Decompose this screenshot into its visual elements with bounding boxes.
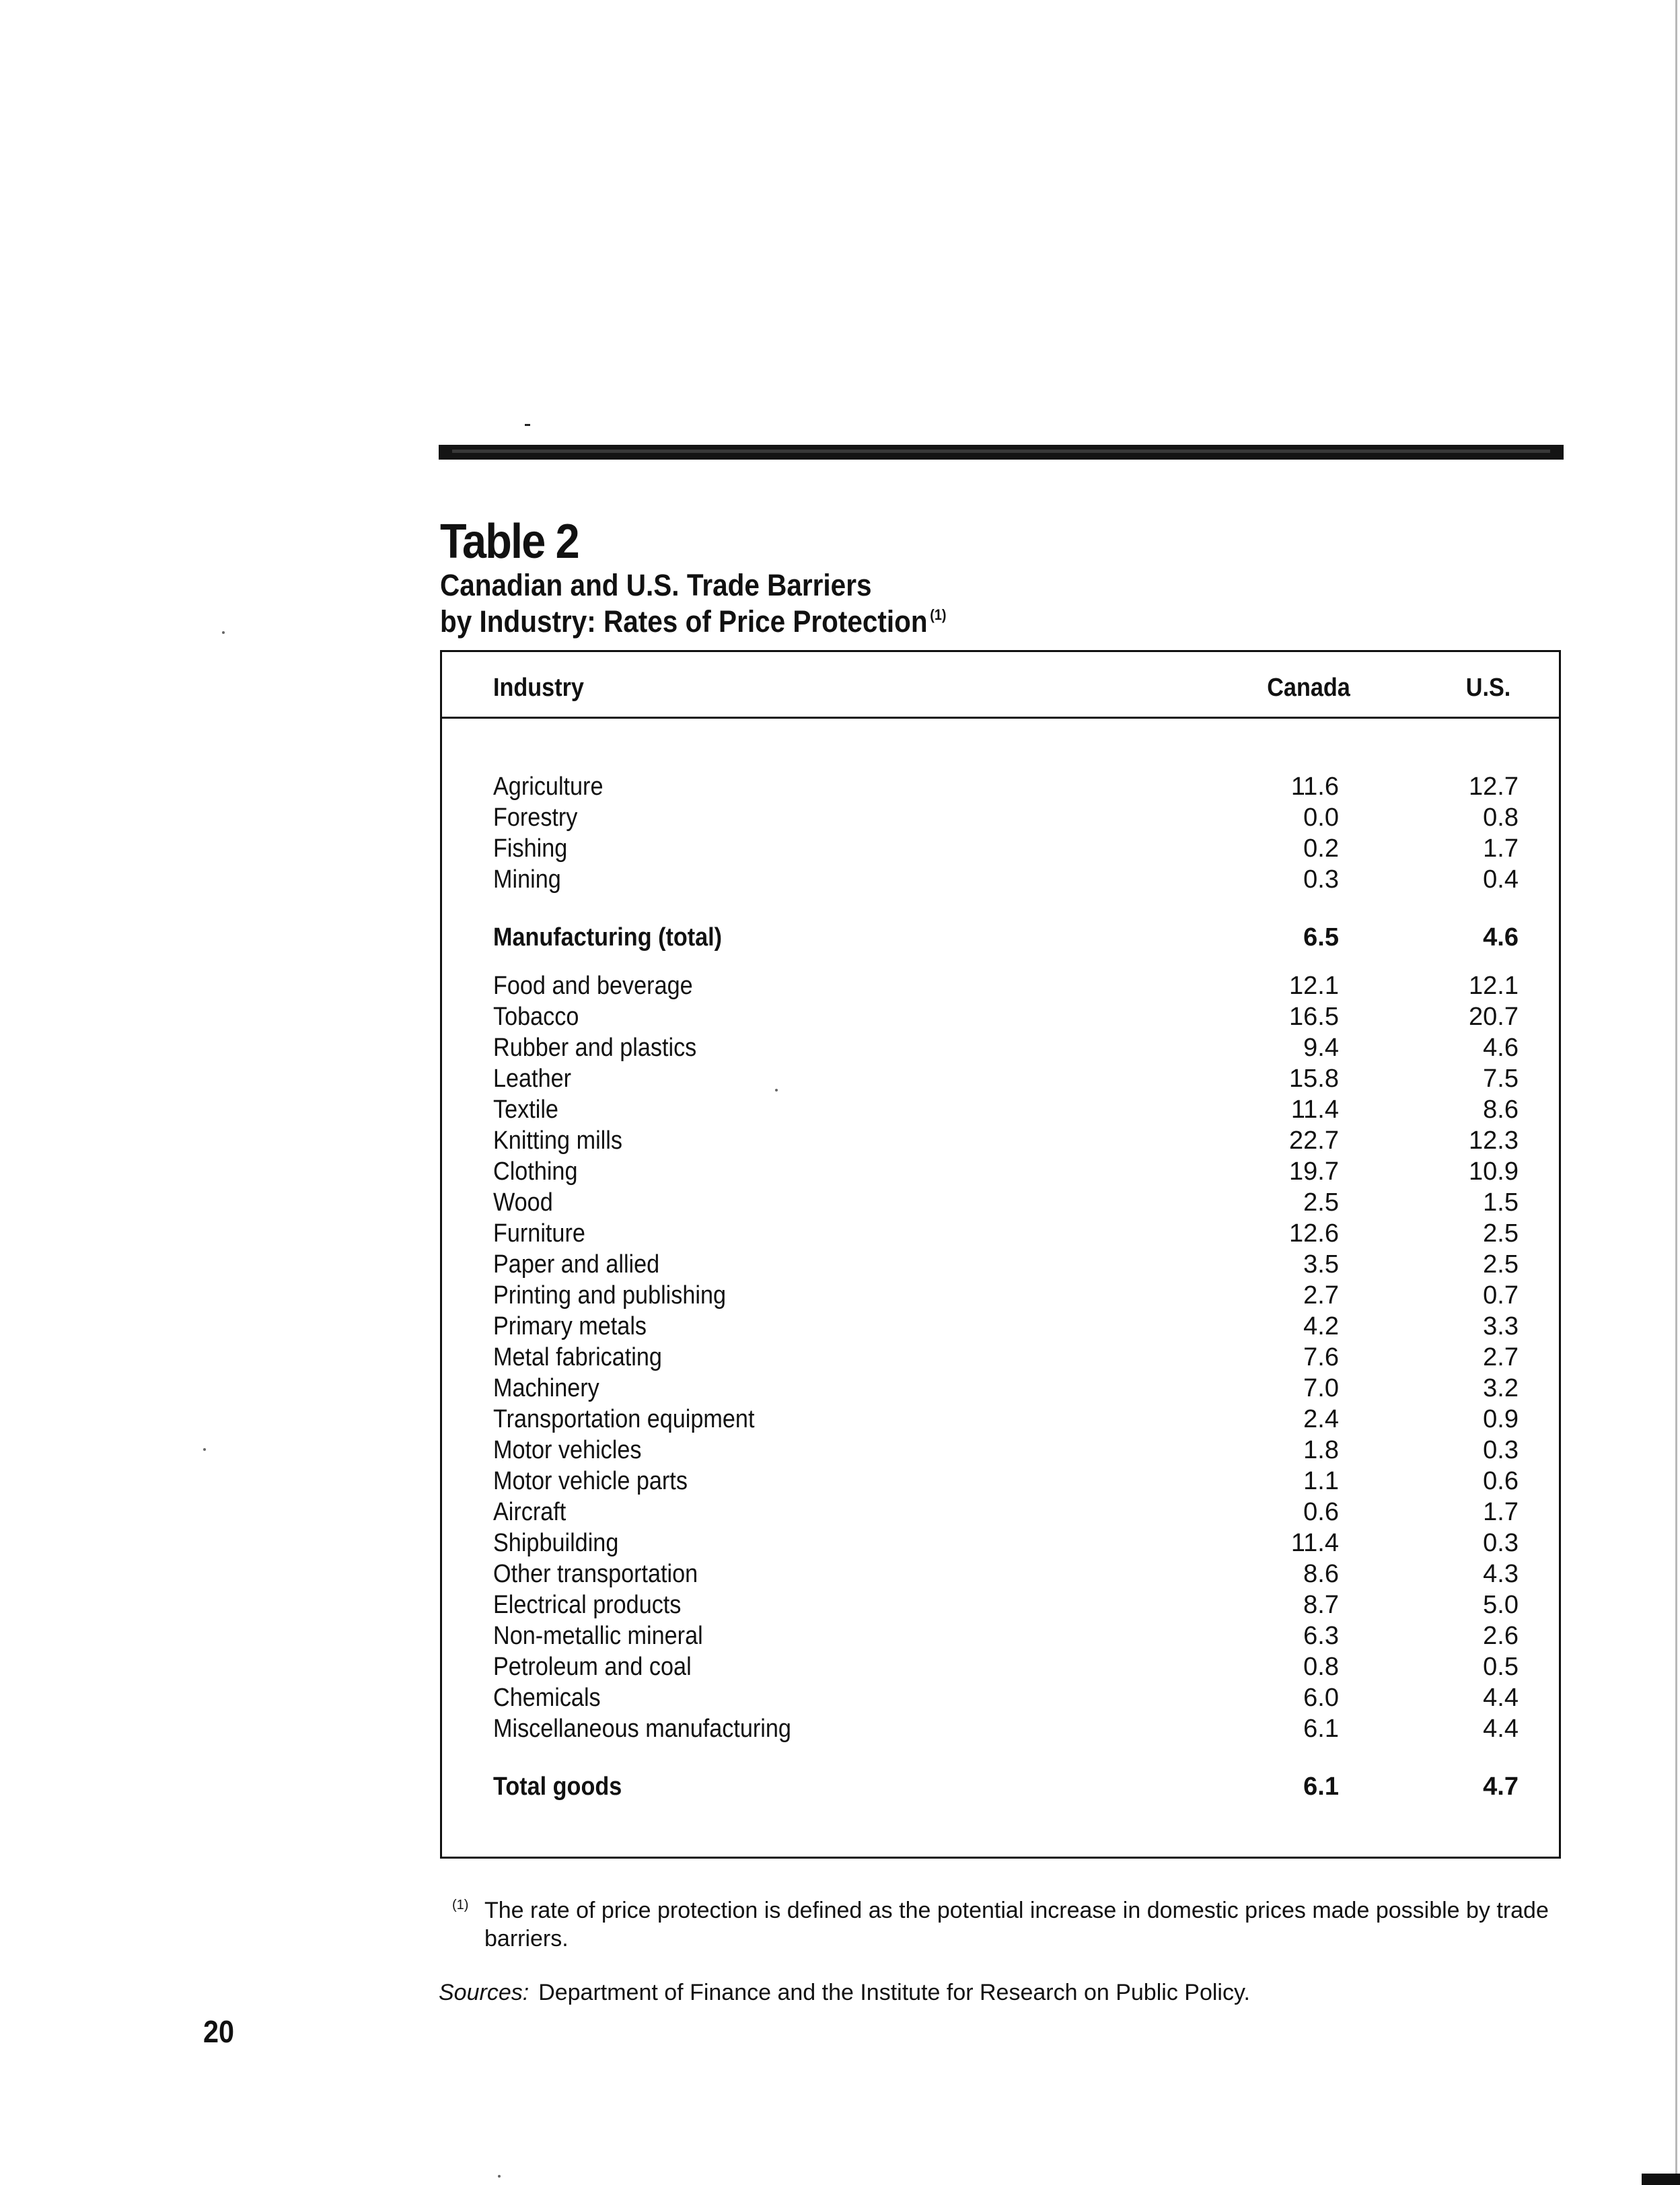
industry-cell: Textile	[493, 1096, 558, 1124]
table-row	[442, 1188, 1559, 1219]
canada-value-cell: 0.6	[1303, 1498, 1339, 1526]
us-value-cell: 4.4	[1483, 1715, 1519, 1743]
us-value-cell: 0.8	[1483, 803, 1519, 832]
us-value-cell: 2.5	[1483, 1250, 1519, 1279]
sources-label: Sources:	[439, 1980, 529, 2005]
industry-cell: Mining	[493, 865, 561, 894]
industry-cell: Aircraft	[493, 1498, 567, 1526]
table-row	[442, 1219, 1559, 1250]
table-header-row	[442, 652, 1559, 719]
table-row	[442, 1591, 1559, 1622]
us-value-cell: 7.5	[1483, 1065, 1519, 1093]
industry-cell: Miscellaneous manufacturing	[493, 1715, 791, 1743]
industry-cell: Rubber and plastics	[493, 1034, 697, 1062]
table-row	[442, 773, 1559, 803]
canada-value-cell: 7.0	[1303, 1374, 1339, 1402]
industry-cell: Machinery	[493, 1374, 599, 1402]
canada-value-cell: 4.2	[1303, 1312, 1339, 1340]
scan-speck	[203, 1448, 206, 1451]
us-value-cell: 5.0	[1483, 1591, 1519, 1619]
industry-cell: Furniture	[493, 1219, 585, 1248]
table-title-line-2-text: by Industry: Rates of Price Protection	[440, 604, 928, 639]
us-value-cell: 4.7	[1483, 1772, 1519, 1801]
canada-value-cell: 19.7	[1289, 1157, 1339, 1186]
industry-cell: Clothing	[493, 1157, 578, 1186]
canada-value-cell: 22.7	[1289, 1126, 1339, 1155]
canada-value-cell: 6.1	[1303, 1772, 1339, 1801]
us-value-cell: 20.7	[1469, 1003, 1519, 1031]
industry-cell: Manufacturing (total)	[493, 923, 723, 952]
canada-value-cell: 7.6	[1303, 1343, 1339, 1371]
us-value-cell: 4.6	[1483, 1034, 1519, 1062]
industry-cell: Leather	[493, 1065, 572, 1093]
us-value-cell: 10.9	[1469, 1157, 1519, 1186]
industry-cell: Total goods	[493, 1772, 622, 1801]
canada-value-cell: 8.7	[1303, 1591, 1339, 1619]
us-value-cell: 2.6	[1483, 1622, 1519, 1650]
canada-value-cell: 9.4	[1303, 1034, 1339, 1062]
industry-cell: Food and beverage	[493, 972, 693, 1000]
us-value-cell: 0.4	[1483, 865, 1519, 894]
table-row-total	[442, 923, 1559, 954]
table-row	[442, 972, 1559, 1003]
industry-cell: Chemicals	[493, 1684, 601, 1712]
canada-value-cell: 6.3	[1303, 1622, 1339, 1650]
canada-value-cell: 12.6	[1289, 1219, 1339, 1248]
print-mark	[525, 424, 530, 426]
industry-cell: Motor vehicles	[493, 1436, 642, 1464]
industry-cell: Shipbuilding	[493, 1529, 619, 1557]
us-value-cell: 12.1	[1469, 972, 1519, 1000]
industry-cell: Wood	[493, 1188, 553, 1217]
table-row	[442, 1715, 1559, 1746]
column-header-us: U.S.	[1465, 674, 1511, 702]
industry-cell: Paper and allied	[493, 1250, 660, 1279]
table-row	[442, 1436, 1559, 1467]
scan-speck	[775, 1089, 778, 1091]
us-value-cell: 4.6	[1483, 923, 1519, 952]
canada-value-cell: 1.1	[1303, 1467, 1339, 1495]
footnote	[452, 1896, 1562, 1953]
page-number: 20	[203, 2014, 235, 2049]
canada-value-cell: 6.0	[1303, 1684, 1339, 1712]
industry-cell: Forestry	[493, 803, 578, 832]
canada-value-cell: 2.4	[1303, 1405, 1339, 1433]
us-value-cell: 0.7	[1483, 1281, 1519, 1310]
table-row	[442, 1096, 1559, 1126]
table-row	[442, 1003, 1559, 1034]
industry-cell: Primary metals	[493, 1312, 647, 1340]
us-value-cell: 12.7	[1469, 773, 1519, 801]
us-value-cell: 12.3	[1469, 1126, 1519, 1155]
canada-value-cell: 6.5	[1303, 923, 1339, 952]
table-title-line-2	[440, 604, 946, 639]
canada-value-cell: 0.8	[1303, 1653, 1339, 1681]
scan-speck	[222, 631, 225, 634]
table-row-total	[442, 1772, 1559, 1803]
scan-edge-line	[1675, 0, 1677, 2185]
canada-value-cell: 2.5	[1303, 1188, 1339, 1217]
table-row	[442, 1374, 1559, 1405]
table-row	[442, 1281, 1559, 1312]
table-row	[442, 803, 1559, 834]
canada-value-cell: 11.6	[1290, 773, 1339, 801]
table-row	[442, 1684, 1559, 1715]
us-value-cell: 0.5	[1483, 1653, 1519, 1681]
us-value-cell: 3.2	[1483, 1374, 1519, 1402]
table-label: Table 2	[440, 515, 579, 569]
scan-speck	[498, 2175, 501, 2178]
column-header-canada: Canada	[1267, 674, 1350, 702]
table-row	[442, 1405, 1559, 1436]
table-row	[442, 1343, 1559, 1374]
price-protection-table	[440, 650, 1561, 1859]
us-value-cell: 2.5	[1483, 1219, 1519, 1248]
us-value-cell: 0.3	[1483, 1529, 1519, 1557]
footnote-text: The rate of price protection is defined as the potential increase in domestic prices made possible by trade barriers.	[484, 1898, 1549, 1951]
table-row	[442, 1653, 1559, 1684]
column-header-industry: Industry	[493, 674, 584, 702]
table-row	[442, 1250, 1559, 1281]
table-row	[442, 1312, 1559, 1343]
canada-value-cell: 11.4	[1290, 1096, 1339, 1124]
us-value-cell: 0.3	[1483, 1436, 1519, 1464]
industry-cell: Non-metallic mineral	[493, 1622, 703, 1650]
us-value-cell: 1.7	[1483, 834, 1519, 863]
canada-value-cell: 12.1	[1289, 972, 1339, 1000]
canada-value-cell: 6.1	[1303, 1715, 1339, 1743]
us-value-cell: 1.7	[1483, 1498, 1519, 1526]
us-value-cell: 3.3	[1483, 1312, 1519, 1340]
table-row	[442, 865, 1559, 896]
industry-cell: Knitting mills	[493, 1126, 622, 1155]
table-row	[442, 1126, 1559, 1157]
canada-value-cell: 0.0	[1303, 803, 1339, 832]
table-row	[442, 1498, 1559, 1529]
industry-cell: Metal fabricating	[493, 1343, 662, 1371]
us-value-cell: 0.6	[1483, 1467, 1519, 1495]
table-row	[442, 1157, 1559, 1188]
table-title-line-1: Canadian and U.S. Trade Barriers	[440, 568, 872, 602]
us-value-cell: 1.5	[1483, 1188, 1519, 1217]
us-value-cell: 4.4	[1483, 1684, 1519, 1712]
us-value-cell: 8.6	[1483, 1096, 1519, 1124]
industry-cell: Transportation equipment	[493, 1405, 755, 1433]
industry-cell: Fishing	[493, 834, 568, 863]
title-footnote-mark: (1)	[930, 606, 947, 623]
industry-cell: Tobacco	[493, 1003, 579, 1031]
canada-value-cell: 8.6	[1303, 1560, 1339, 1588]
sources-line	[439, 1980, 1250, 2006]
industry-cell: Other transportation	[493, 1560, 698, 1588]
us-value-cell: 2.7	[1483, 1343, 1519, 1371]
top-rule-bar	[439, 445, 1564, 460]
us-value-cell: 4.3	[1483, 1560, 1519, 1588]
canada-value-cell: 2.7	[1303, 1281, 1339, 1310]
table-row	[442, 1560, 1559, 1591]
industry-cell: Motor vehicle parts	[493, 1467, 688, 1495]
us-value-cell: 0.9	[1483, 1405, 1519, 1433]
industry-cell: Printing and publishing	[493, 1281, 727, 1310]
sources-text: Department of Finance and the Institute for Research on Public Policy.	[538, 1980, 1250, 2005]
canada-value-cell: 3.5	[1303, 1250, 1339, 1279]
canada-value-cell: 0.2	[1303, 834, 1339, 863]
table-row	[442, 1065, 1559, 1096]
footnote-mark: (1)	[452, 1898, 469, 1912]
industry-cell: Electrical products	[493, 1591, 682, 1619]
canada-value-cell: 1.8	[1303, 1436, 1339, 1464]
canada-value-cell: 11.4	[1290, 1529, 1339, 1557]
scan-corner-mark	[1642, 2174, 1680, 2185]
canada-value-cell: 16.5	[1289, 1003, 1339, 1031]
table-row	[442, 1467, 1559, 1498]
industry-cell: Petroleum and coal	[493, 1653, 692, 1681]
table-row	[442, 834, 1559, 865]
table-row	[442, 1529, 1559, 1560]
canada-value-cell: 15.8	[1289, 1065, 1339, 1093]
table-row	[442, 1622, 1559, 1653]
table-row	[442, 1034, 1559, 1065]
industry-cell: Agriculture	[493, 773, 604, 801]
canada-value-cell: 0.3	[1303, 865, 1339, 894]
